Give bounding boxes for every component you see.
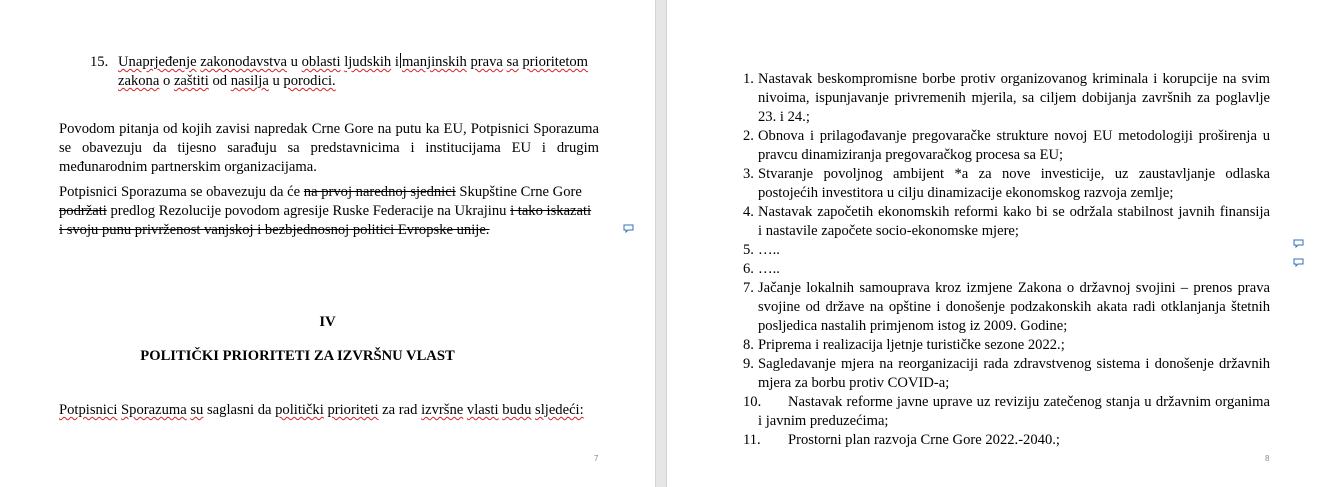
list-item-line[interactable]: ….. — [758, 261, 780, 277]
list-item-line[interactable]: nivoima, ispunjavanje privremenih mjerila, sa ciljem dobijanja završnih za poglavlje — [758, 90, 1270, 106]
word: prioriteti — [327, 402, 379, 418]
list-number: 8. — [743, 337, 754, 353]
word: su — [190, 402, 204, 418]
word: izvršne — [421, 402, 464, 418]
deleted-text: i svoju punu privrženost vanjskoj i bezbjednosnoj politici Evropske unije. — [59, 222, 490, 238]
word: prioritetom — [522, 54, 589, 70]
word: i — [394, 54, 399, 70]
list-item-line[interactable]: Priprema i realizacija ljetnje turističke sezone 2022.; — [758, 337, 1065, 353]
word: u — [290, 54, 298, 70]
list-number: 10. — [743, 394, 762, 410]
word: o — [162, 73, 171, 89]
list-item-line[interactable]: 23. i 24.; — [758, 109, 810, 125]
word: u — [272, 73, 280, 89]
word: prava — [470, 54, 503, 70]
word: zaštiti — [173, 73, 209, 89]
deleted-text: podržati — [59, 203, 107, 219]
list-number: 3. — [743, 166, 754, 182]
page-number: 8 — [1265, 454, 1270, 463]
paragraph-eu-line2[interactable]: se obavezuju da tijesno sarađuju sa predstavnicima i institucijama EU i drugim — [59, 140, 599, 156]
list-item-line[interactable]: mjera za borbu protiv COVID-a; — [758, 375, 950, 391]
word: da — [257, 402, 272, 418]
word: sa — [506, 54, 519, 70]
word: manjinskih — [401, 54, 467, 70]
deleted-text: na prvoj narednoj sjednici — [303, 184, 456, 200]
list-item-line[interactable]: ….. — [758, 242, 780, 258]
word: zakonodavstva — [200, 54, 287, 70]
page-number: 7 — [594, 454, 599, 463]
section-number: IV — [319, 314, 336, 330]
paragraph-resolution-line2[interactable] — [59, 202, 591, 221]
text-cursor — [400, 53, 401, 68]
list-item-line[interactable]: Stvaranje povoljnog ambijent *a za nove investicije, uz zaustavljanje odlaska — [758, 166, 1270, 182]
text: Potpisnici Sporazuma se obavezuju da će — [59, 184, 304, 200]
list-item-line[interactable]: Prostorni plan razvoja Crne Gore 2022.-2040.; — [788, 432, 1060, 448]
section-title: POLITIČKI PRIORITETI ZA IZVRŠNU VLAST — [140, 348, 455, 364]
deleted-text: i tako iskazati — [510, 203, 592, 219]
word: Sporazuma — [121, 402, 187, 418]
list-item-line[interactable]: Sagledavanje mjera na reorganizaciji rada zdravstvenog sistema i donošenje državnih — [758, 356, 1270, 372]
list-item-line[interactable]: Obnova i prilagođavanje pregovaračke strukture novoj EU metodologiji proširenja u — [758, 128, 1270, 144]
word: za — [382, 402, 396, 418]
document-page-8[interactable] — [667, 0, 1325, 487]
list-item-line[interactable]: postojećih investitora u cilju dinamizacije ekonomskog razvoja zemlje; — [758, 185, 1174, 201]
list-item-line[interactable]: i nastavile započete socio-ekonomske mjere; — [758, 223, 1019, 239]
list-number-15: 15. — [90, 54, 109, 70]
word: porodici. — [283, 73, 336, 89]
word: zakona — [118, 73, 160, 89]
word: Unaprjeđenje — [118, 54, 197, 70]
paragraph-eu-line3[interactable]: međunarodnim partnerskim organizacijama. — [59, 159, 317, 175]
paragraph-resolution-line3[interactable] — [59, 221, 489, 240]
list-number: 11. — [743, 432, 761, 448]
word: vlasti — [466, 402, 499, 418]
comment-icon[interactable] — [623, 224, 634, 233]
item15-line2[interactable] — [118, 72, 336, 91]
text: predlog Rezolucije povodom agresije Ruske Federacije na Ukrajinu — [106, 203, 511, 219]
list-number: 9. — [743, 356, 754, 372]
paragraph-resolution-line1[interactable] — [59, 183, 582, 202]
comment-icon[interactable] — [1293, 239, 1304, 248]
priorities-intro[interactable] — [59, 401, 584, 420]
word: Potpisnici — [59, 402, 118, 418]
list-item-line[interactable]: svojine od države na opštine i donošenje podzakonskih akata radi otklanjanja štetnih — [758, 299, 1270, 315]
word: politički — [275, 402, 324, 418]
list-number: 7. — [743, 280, 754, 296]
item15-line1[interactable] — [118, 53, 588, 72]
word: rad — [398, 402, 418, 418]
word: nasilja — [230, 73, 269, 89]
word: saglasni — [207, 402, 255, 418]
word: od — [212, 73, 228, 89]
document-page-7[interactable] — [0, 0, 655, 487]
list-number: 1. — [743, 71, 754, 87]
list-item-line[interactable]: i javnim preduzećima; — [758, 413, 889, 429]
list-number: 5. — [743, 242, 754, 258]
list-item-line[interactable]: pravcu dinamiziranja pregovaračkog procesa sa EU; — [758, 147, 1064, 163]
list-item-line[interactable]: Jačanje lokalnih samouprava kroz izmjene Zakona o državnoj svojini – prenos prava — [758, 280, 1270, 296]
list-item-line[interactable]: posljedica nastalih primjenom istog iz 2009. Godine; — [758, 318, 1068, 334]
comment-icon[interactable] — [1293, 258, 1304, 267]
list-item-line[interactable]: Nastavak beskompromisne borbe protiv organizovanog kriminala i korupcije na svim — [758, 71, 1270, 87]
text: Skupštine Crne Gore — [455, 184, 582, 200]
list-item-line[interactable]: Nastavak reforme javne uprave uz reviziju zatečenog stanja u državnim organima — [788, 394, 1270, 410]
list-item-line[interactable]: Nastavak započetih ekonomskih reformi kako bi se održala stabilnost javnih finansija — [758, 204, 1270, 220]
page-gutter — [655, 0, 667, 487]
list-number: 4. — [743, 204, 754, 220]
word: oblasti — [301, 54, 341, 70]
word: sljedeći: — [535, 402, 584, 418]
list-number: 2. — [743, 128, 754, 144]
word: budu — [502, 402, 532, 418]
word: ljudskih — [344, 54, 392, 70]
paragraph-eu-line1[interactable]: Povodom pitanja od kojih zavisi napredak Crne Gore na putu ka EU, Potpisnici Sporazuma — [59, 121, 599, 137]
list-number: 6. — [743, 261, 754, 277]
